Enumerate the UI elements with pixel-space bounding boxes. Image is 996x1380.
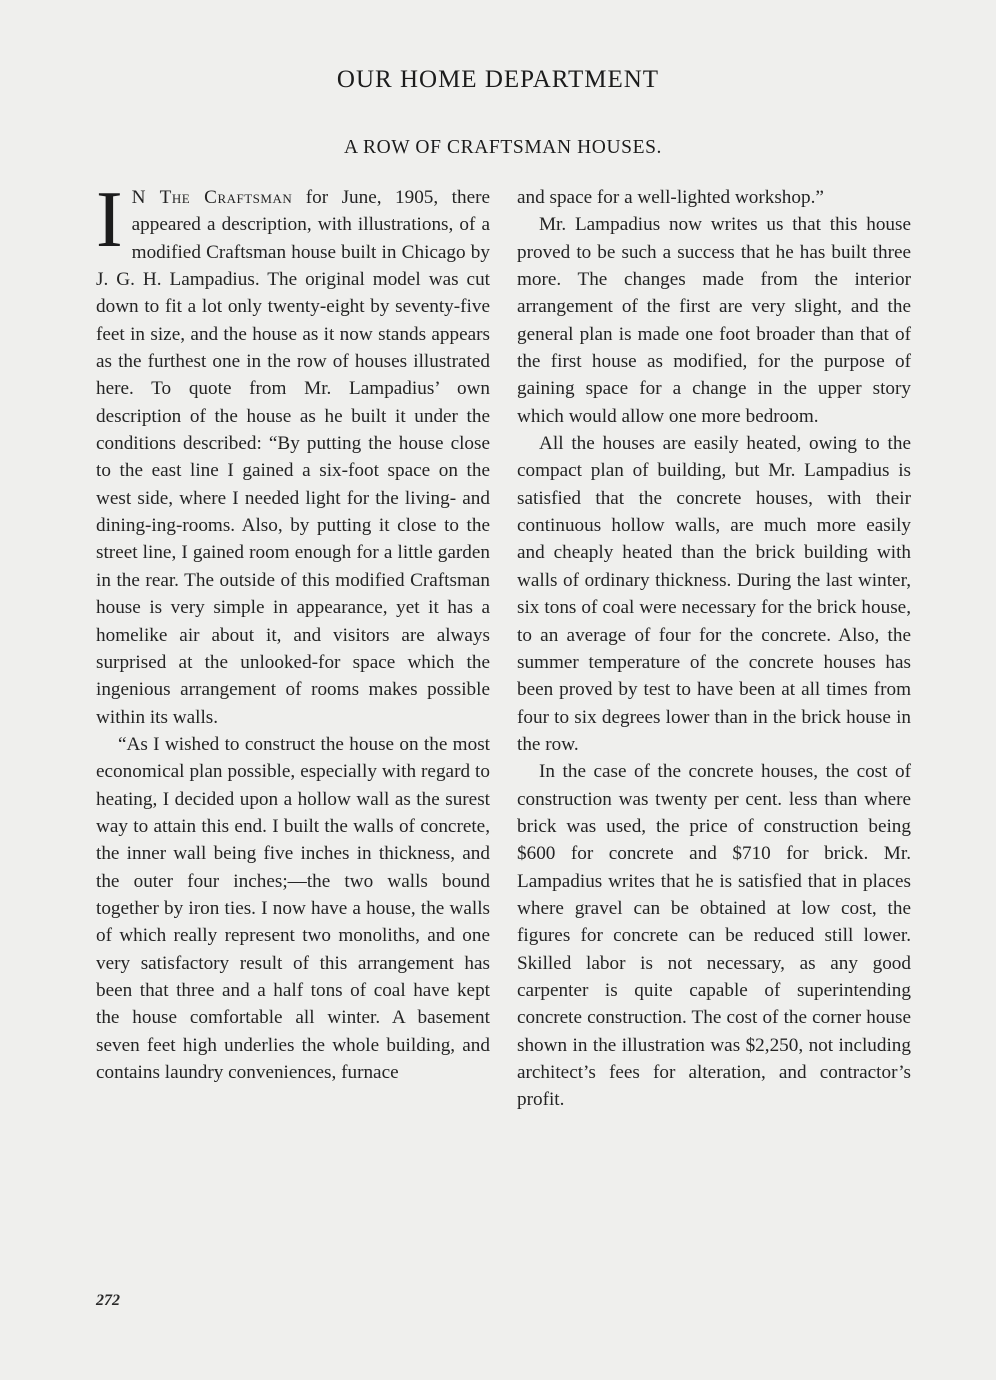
article-title: A ROW OF CRAFTSMAN HOUSES. xyxy=(343,137,663,158)
paragraph-2: “As I wished to construct the house on the most economical plan possible, especially with regard to heating, I decided upon a hollow wall as the surest way to attain this end. I built the walls of concrete, the inner wall being five inches in thickness, and the outer four inches;—the two walls bound together by iron ties. I now have a house, the walls of which really represent two monoliths, and one very satisfactory result of this arrangement has been that three and a half tons of coal have kept the house comfortable all winter. A basement seven feet high underlies the whole building, and contains laundry conveniences, furnace xyxy=(96,733,490,1083)
page-number: 272 xyxy=(96,1292,120,1309)
left-column xyxy=(96,176,490,1086)
right-column xyxy=(517,184,911,1114)
paragraph-continuation: and space for a well-lighted workshop.” xyxy=(517,187,824,208)
department-header: OUR HOME DEPARTMENT xyxy=(336,66,660,93)
paragraph-1 xyxy=(96,176,490,731)
paragraph-4: All the houses are easily heated, owing to the compact plan of building, but Mr. Lampadius is satisfied that the concrete houses, with their continuous hollow walls, are much more easily and cheaply heated than the brick building with walls of ordinary thickness. During the last winter, six tons of coal were necessary for the brick house, to an average of four for the concrete. Also, the summer temperature of the concrete houses has been proved by test to have been at all times from four to six degrees lower than in the brick house in the row. xyxy=(517,433,911,755)
drop-cap: I xyxy=(96,176,123,264)
opening-smallcaps: N The Craftsman xyxy=(131,187,293,208)
paragraph-3: Mr. Lampadius now writes us that this house proved to be such a success that he has built three more. The changes made from the interior arrangement of the first are very slight, and the general plan is made one foot broader than that of the first house as modified, for the purpose of gaining space for a change in the upper story which would allow one more bedroom. xyxy=(517,214,911,427)
paragraph-5: In the case of the concrete houses, the cost of construction was twenty per cent. less than where brick was used, the price of construction being $600 for concrete and $710 for brick. Mr. Lampadius writes that he is satisfied that in places where gravel can be obtained at low cost, the figures for concrete can be reduced still lower. Skilled labor is not necessary, as any good carpenter is quite capable of superintending concrete construction. The cost of the corner house shown in the illustration was $2,250, not including architect’s fees for alteration, and contractor’s profit. xyxy=(517,761,911,1111)
paragraph-1-text: for June, 1905, there appeared a description, with illustrations, of a modified Craftsman house built in Chicago by J. G. H. Lampadius. The original model was cut down to fit a lot only twenty-eight by seventy-five feet in size, and the house as it now stands appears as the furthest one in the row of houses illustrated here. To quote from Mr. Lampadius’ own description of the house as he built it under the conditions described: “By putting the house close to the east line I gained a six-foot space on the west side, where I needed light for the living- and dining-ing-rooms. Also, by putting it close to the street line, I gained room enough for a little garden in the rear. The outside of this modified Craftsman house is very simple in appearance, yet it has a homelike air about it, and visitors are always surprised at the unlooked-for space which the ingenious arrangement of rooms makes possible within its walls. xyxy=(96,187,490,728)
